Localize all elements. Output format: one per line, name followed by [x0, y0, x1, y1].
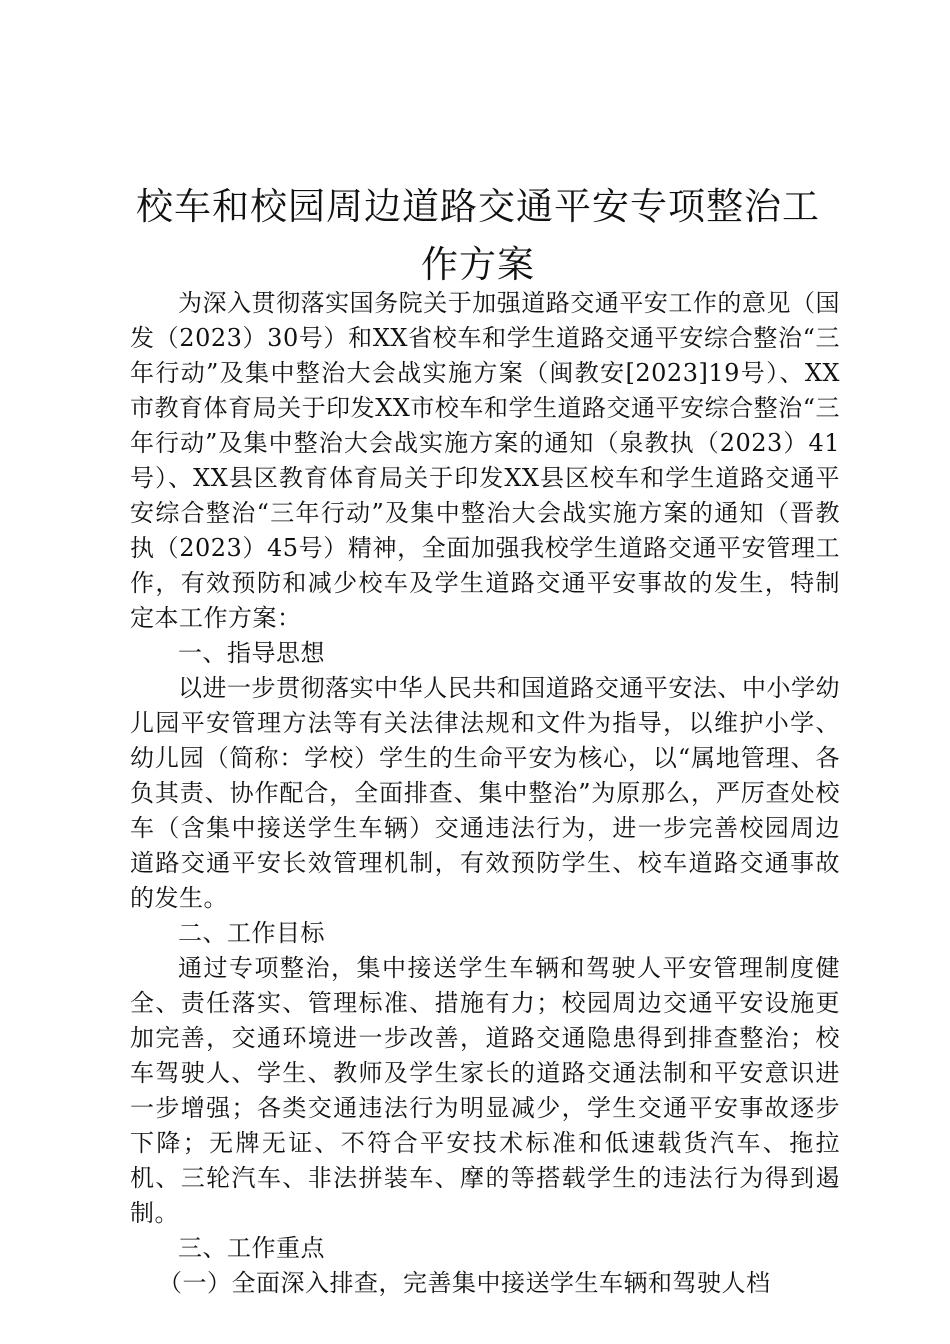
- document-title: 校车和校园周边道路交通平安专项整治工作方案: [136, 185, 820, 286]
- section-heading-guiding-ideology: 一、指导思想: [178, 639, 325, 667]
- section-heading-work-focus: 三、工作重点: [178, 1234, 325, 1262]
- guiding-ideology-paragraph: 以进一步贯彻落实中华人民共和国道路交通平安法、中小学幼儿园平安管理方法等有关法律法规和文件为指导，以维护小学、幼儿园（简称：学校）学生的生命平安为核心，以“属地管理、各负其责、协作配合，全面排查、集中整治”为原那么，严厉查处校车（含集中接送学生车辆）交通违法行为，进一步完善校园周边道路交通平安长效管理机制，有效预防学生、校车道路交通事故的发生。: [130, 674, 840, 912]
- work-goals-paragraph: 通过专项整治，集中接送学生车辆和驾驶人平安管理制度健全、责任落实、管理标准、措施有力；校园周边交通平安设施更加完善，交通环境进一步改善，道路交通隐患得到排查整治；校车驾驶人、学生、教师及学生家长的道路交通法制和平安意识进一步增强；各类交通违法行为明显减少，学生交通平安事故逐步下降；无牌无证、不符合平安技术标准和低速载货汽车、拖拉机、三轮汽车、非法拼装车、摩的等搭载学生的违法行为得到遏制。: [130, 954, 840, 1227]
- document-body: [130, 286, 840, 1301]
- work-focus-item-1: （一）全面深入排查，完善集中接送学生车辆和驾驶人档: [158, 1269, 771, 1297]
- intro-paragraph: 为深入贯彻落实国务院关于加强道路交通平安工作的意见（国发（2023）30号）和XX省校车和学生道路交通平安综合整治“三年行动”及集中整治大会战实施方案（闽教安[2023]19号）、XX市教育体育局关于印发XX市校车和学生道路交通平安综合整治“三年行动”及集中整治大会战实施方案的通知（泉教执（2023）41号）、XX县区教育体育局关于印发XX县区校车和学生道路交通平安综合整治“三年行动”及集中整治大会战实施方案的通知（晋教执（2023）45号）精神，全面加强我校学生道路交通平安管理工作，有效预防和减少校车及学生道路交通平安事故的发生，特制定本工作方案：: [130, 289, 840, 632]
- section-heading-work-goals: 二、工作目标: [178, 919, 325, 947]
